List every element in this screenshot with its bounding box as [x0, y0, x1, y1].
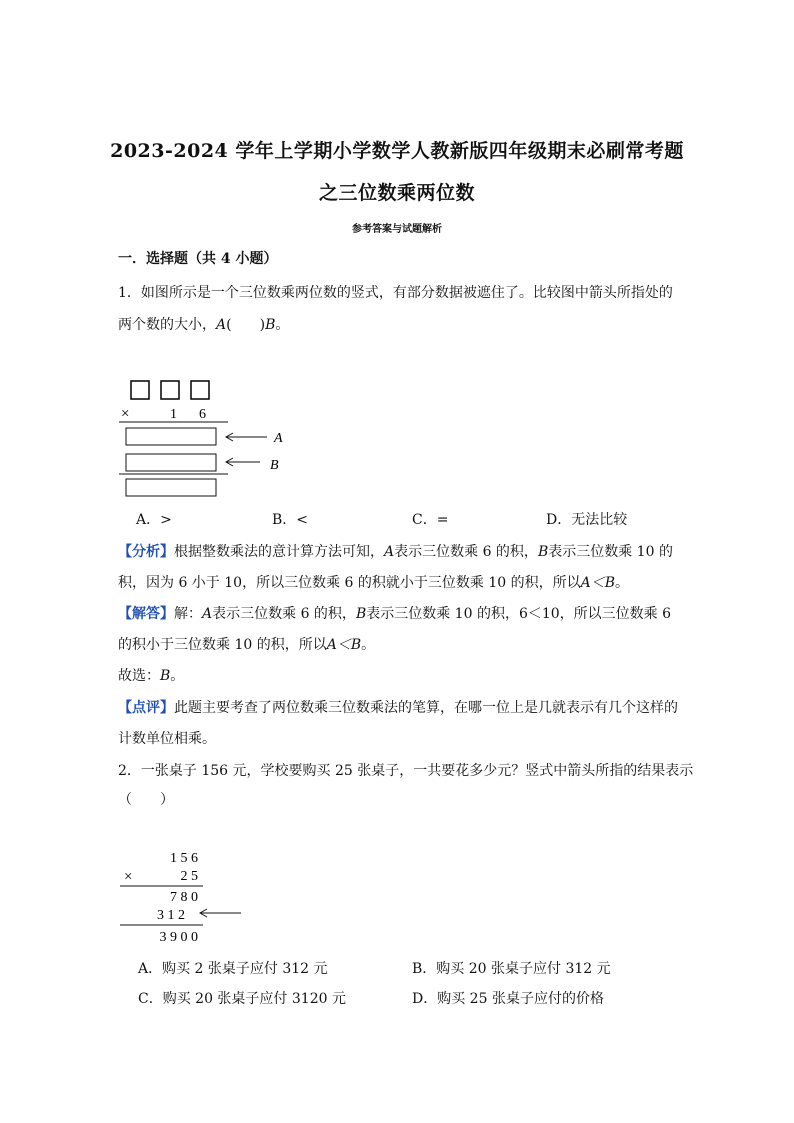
q2-multiply-sign: × [124, 869, 133, 885]
covered-digit-box [191, 381, 209, 399]
answer-choice: B [160, 668, 171, 684]
covered-digit-box [161, 381, 179, 399]
solution-inequality: A＜B [326, 637, 362, 653]
partial-product-box-b [126, 454, 216, 471]
analysis-tag: 【分析】 [118, 544, 174, 560]
solution-text: 的积小于三位数乘 10 的积，所以 [118, 637, 327, 653]
analysis-inequality: A＜B [580, 575, 615, 591]
solution-text: 表示三位数乘 6 的积， [212, 606, 356, 622]
analysis-var-a: A [384, 544, 395, 560]
answer-text: 故选： [118, 668, 160, 684]
q1-var-a: A [216, 317, 227, 333]
partial-product-1: 7 8 0 [170, 890, 198, 905]
q1-option-a[interactable]: A．> [136, 512, 172, 528]
multiplier-digit: 1 [170, 407, 177, 422]
solution-tag: 【解答】 [118, 606, 174, 622]
document-title-line1: 2023-2024 学年上学期小学数学人教新版四年级期末必刷常考题 [110, 140, 684, 162]
solution-var-a: A [202, 606, 213, 622]
q1-analysis-line1 [118, 541, 673, 561]
q1-text-end: 。 [275, 317, 290, 333]
q1-option-b[interactable]: B．< [272, 512, 309, 528]
partial-product-2: 3 1 2 [157, 908, 185, 923]
q2-option-a[interactable]: A．购买 2 张桌子应付 312 元 [138, 961, 328, 977]
q1-var-b: B [265, 317, 276, 333]
multiplicand: 1 5 6 [170, 851, 198, 866]
document-subtitle: 参考答案与试题解析 [352, 224, 442, 235]
multiply-sign: × [121, 406, 130, 422]
analysis-text: 。 [615, 575, 629, 591]
q2-option-b[interactable]: B．购买 20 张桌子应付 312 元 [412, 961, 611, 977]
product-box [126, 479, 216, 496]
solution-var-b: B [355, 606, 367, 622]
analysis-text: 积，因为 6 小于 10，所以三位数乘 6 的积就小于三位数乘 10 的积，所以 [118, 575, 581, 591]
q1-option-c[interactable]: C．= [412, 512, 449, 528]
covered-digit-box [131, 381, 149, 399]
q2-text-line2: （ ） [118, 792, 174, 808]
analysis-text: 根据整数乘法的意计算方法可知， [174, 544, 384, 560]
q1-text-part: 两个数的大小， [118, 317, 216, 333]
q1-blank: ( ) [226, 317, 266, 333]
q2-text-line1: 2．一张桌子 156 元，学校要购买 25 张桌子，一共要花多少元？竖式中箭头所指的结果表示 [118, 763, 694, 779]
q1-answer [118, 665, 184, 685]
partial-product-box-a [126, 428, 216, 445]
q1-text-line1: 1．如图所示是一个三位数乘两位数的竖式，有部分数据被遮住了。比较图中箭头所指处的 [118, 285, 673, 301]
multiplier: 2 5 [180, 869, 198, 884]
comment-text: 此题主要考查了两位数乘三位数乘法的笔算，在哪一位上是几就表示有几个这样的 [174, 700, 678, 716]
section-heading: 一．选择题（共 4 小题） [118, 251, 278, 267]
q1-option-d[interactable]: D．无法比较 [546, 512, 628, 528]
q2-option-c[interactable]: C．购买 20 张桌子应付 3120 元 [138, 991, 346, 1007]
q1-solution-line2 [118, 634, 375, 654]
label-a: A [274, 431, 283, 446]
solution-text: 表示三位数乘 10 的积，6＜10，所以三位数乘 6 [366, 606, 672, 622]
solution-text: 解： [174, 606, 202, 622]
final-product: 3 9 0 0 [159, 930, 198, 945]
comment-tag: 【点评】 [118, 700, 174, 716]
multiplier-digit: 6 [199, 407, 206, 422]
document-title-line2: 之三位数乘两位数 [318, 182, 475, 204]
q1-comment-line1 [118, 697, 678, 717]
q1-comment-line2: 计数单位相乘。 [118, 731, 216, 747]
analysis-text: 表示三位数乘 10 的 [548, 544, 673, 560]
q1-solution-line1 [118, 603, 671, 623]
solution-text: 。 [361, 637, 376, 653]
q2-option-d[interactable]: D．购买 25 张桌子应付的价格 [412, 991, 604, 1007]
analysis-var-b: B [537, 544, 549, 560]
answer-text: 。 [170, 668, 185, 684]
analysis-text: 表示三位数乘 6 的积， [394, 544, 538, 560]
label-b: B [270, 458, 279, 473]
q1-analysis-line2 [118, 572, 629, 592]
